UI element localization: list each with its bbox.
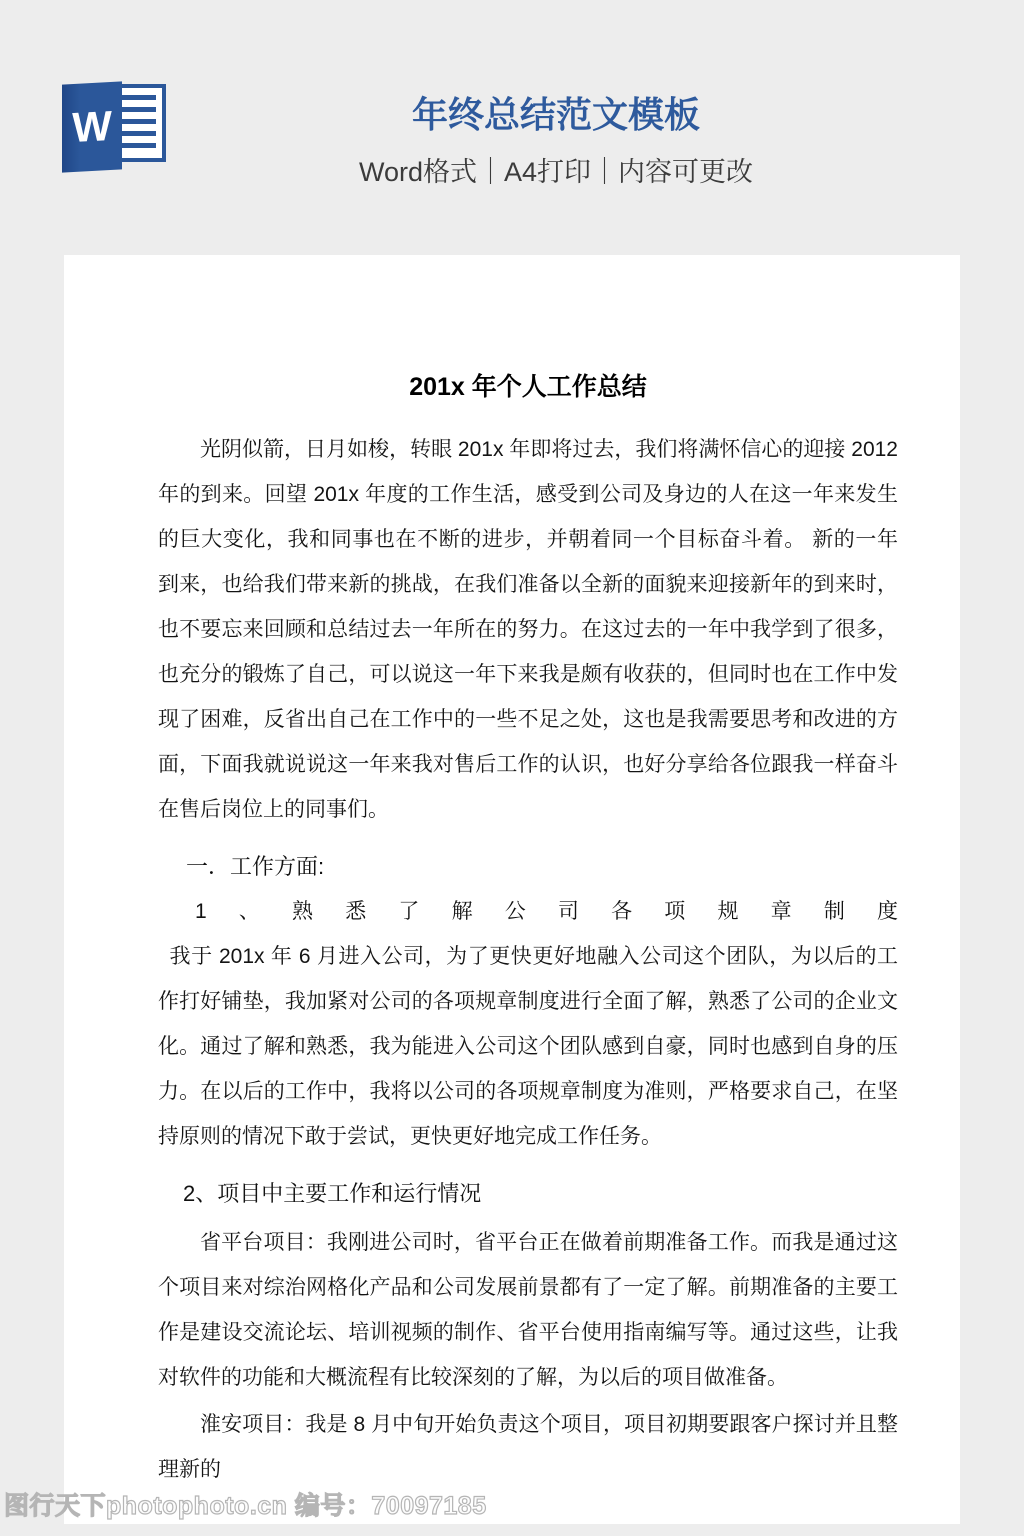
section-heading-work: 一．工作方面: xyxy=(186,854,325,879)
paragraph-rules: 我于 201x 年 6 月进入公司，为了更快更好地融入公司这个团队，为以后的工作打好铺垫，我加紧对公司的各项规章制度进行全面了解，熟悉了公司的企业文化。通过了解和熟悉，我为能进入公司这个团队感到自豪，同时也感到自身的压力。在以后的工作中，我将以公司的各项规章制度为准则，严格要求自己，在坚持原则的情况下敢于尝试，更快更好地完成工作任务。 xyxy=(158,945,898,1148)
template-header xyxy=(0,0,1024,255)
watermark-text: 图行天下photophoto.cn 编号：70097185 xyxy=(4,1492,487,1520)
document-title: 201x 年个人工作总结 xyxy=(409,373,647,401)
word-letter: W xyxy=(72,101,112,152)
template-subtitle: Word格式｜A4打印｜内容可更改 xyxy=(358,157,754,187)
document-page xyxy=(64,255,960,1524)
item-heading-rules: 1、熟悉了解公司各项规章制度 xyxy=(195,900,898,923)
paragraph-huaian-project: 淮安项目：我是 8 月中旬开始负责这个项目，项目初期要跟客户探讨并且整理新的 xyxy=(158,1413,898,1481)
paragraph-intro: 光阴似箭，日月如梭，转眼 201x 年即将过去，我们将满怀信心的迎接 2012 年的到来。回望 201x 年度的工作生活，感受到公司及身边的人在这一年来发生的巨大变化，我和同事也在不断的进步，并朝着同一个目标奋斗着。 新的一年到来，也给我们带来新的挑战，在我们准备以全新的面貌来迎接新年的到来时，也不要忘来回顾和总结过去一年所在的努力。在这过去的一年中我学到了很多，也充分的锻炼了自己，可以说这一年下来我是颇有收获的，但同时也在工作中发现了困难，反省出自己在工作中的一些不足之处，这也是我需要思考和改进的方面，下面我就说说这一年来我对售后工作的认识，也好分享给各位跟我一样奋斗在售后岗位上的同事们。 xyxy=(158,438,898,821)
item-heading-projects: 2、项目中主要工作和运行情况 xyxy=(183,1181,482,1206)
paragraph-province-project: 省平台项目：我刚进公司时，省平台正在做着前期准备工作。而我是通过这个项目来对综治网格化产品和公司发展前景都有了一定了解。前期准备的主要工作是建设交流论坛、培训视频的制作、省平台使用指南编写等。通过这些，让我对软件的功能和大概流程有比较深刻的了解，为以后的项目做准备。 xyxy=(158,1231,898,1389)
template-title: 年终总结范文模板 xyxy=(411,94,700,135)
